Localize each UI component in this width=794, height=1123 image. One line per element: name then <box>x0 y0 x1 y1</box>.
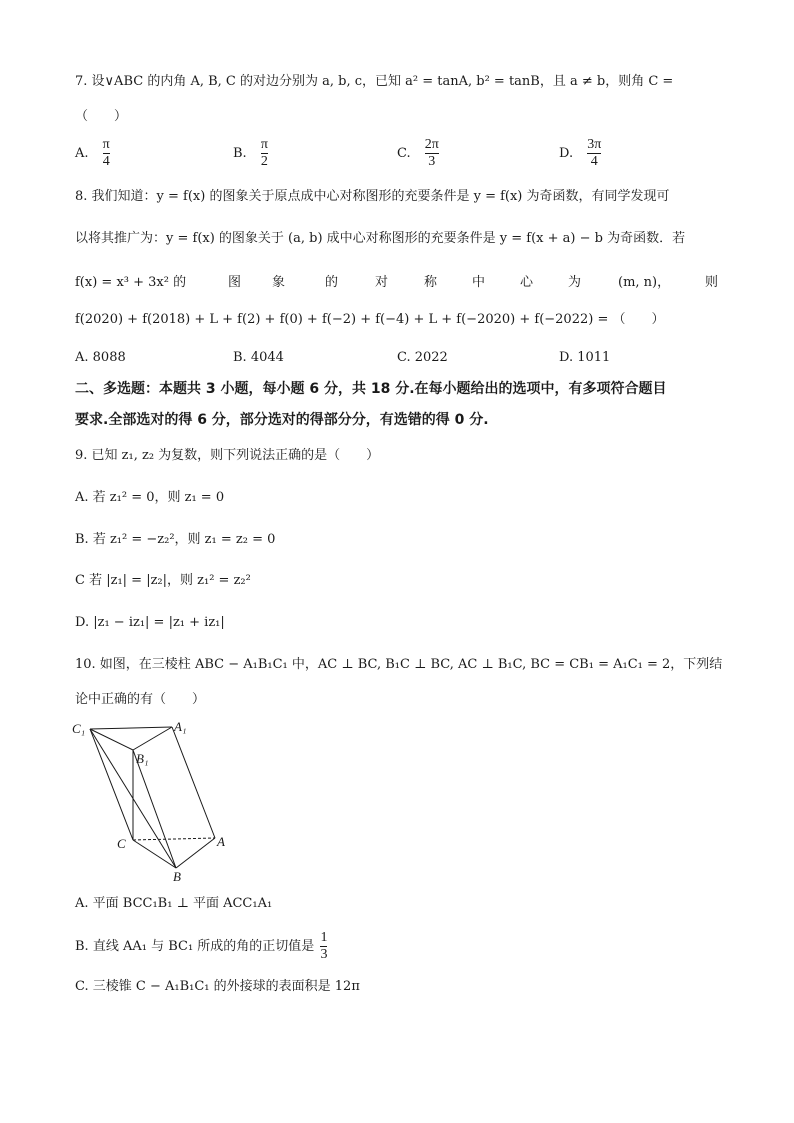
q7-option-b-fraction <box>261 137 268 170</box>
q7-b-den: 2 <box>260 154 268 169</box>
label-b1: B₁ <box>136 751 149 766</box>
q7-a-den: 4 <box>102 154 110 169</box>
q8-option-d: D. 1011 <box>559 350 611 365</box>
q7-option-a <box>75 137 110 170</box>
q7-option-c-label: C. <box>397 146 411 161</box>
q9-option-b: B. 若 z₁² = −z₂²，则 z₁ = z₂ = 0 <box>75 532 276 547</box>
edge-c-b <box>133 840 176 868</box>
q8-line3-part: 对 <box>375 275 389 290</box>
label-c: C <box>117 836 126 851</box>
q10-stem-line2: 论中正确的有（ ） <box>75 692 206 707</box>
q7-option-a-label: A. <box>75 146 89 161</box>
q8-line3-part: 的 <box>325 275 339 290</box>
q7-option-b-label: B. <box>233 146 247 161</box>
q7-option-d <box>559 137 601 170</box>
edge-a1-a <box>172 727 215 838</box>
q8-option-a: A. 8088 <box>75 350 126 365</box>
q10-stem-line1: 10. 如图，在三棱柱 ABC − A₁B₁C₁ 中，AC ⊥ BC, B₁C ⊥ BC, AC ⊥ B₁C, BC = CB₁ = A₁C₁ = 2，下列结 <box>75 657 723 672</box>
q10-option-c: C. 三棱锥 C − A₁B₁C₁ 的外接球的表面积是 12π <box>75 979 360 994</box>
q10-option-a: A. 平面 BCC₁B₁ ⊥ 平面 ACC₁A₁ <box>75 896 273 911</box>
q7-option-d-fraction <box>587 137 601 170</box>
q8-line1: 8. 我们知道：y = f(x) 的图象关于原点成中心对称图形的充要条件是 y = f(x) 为奇函数，有同学发现可 <box>75 189 670 204</box>
q9-option-a: A. 若 z₁² = 0，则 z₁ = 0 <box>75 490 225 505</box>
section2-heading: 二、多选题：本题共 3 小题，每小题 6 分，共 18 分.在每小题给出的选项中，有多项符合题目 <box>75 381 667 397</box>
label-a: A <box>217 834 225 849</box>
q7-stem: 7. 设∨ABC 的内角 A, B, C 的对边分别为 a, b, c，已知 a² = tanA, b² = tanB，且 a ≠ b，则角 C = <box>75 74 674 89</box>
q10-option-b <box>75 930 327 963</box>
q7-b-num: π <box>260 137 268 152</box>
q7-option-c <box>397 137 439 170</box>
q7-c-num: 2π <box>424 137 439 152</box>
q10-option-b-text: B. 直线 AA₁ 与 BC₁ 所成的角的正切值是 <box>75 939 315 954</box>
edge-b1-a1 <box>133 727 172 750</box>
q8-line3-part: 中 <box>472 275 486 290</box>
label-a1: A₁ <box>174 719 187 734</box>
edge-b-a <box>176 838 215 868</box>
q8-line3-part: 则 <box>705 275 719 290</box>
q8-line3-part: (m, n)， <box>618 275 671 290</box>
q8-line3-part: 象 <box>272 275 286 290</box>
q8-line3-part: 为 <box>568 275 582 290</box>
q7-option-d-label: D. <box>559 146 574 161</box>
q8-option-c: C. 2022 <box>397 350 448 365</box>
q8-line3-part: 图 <box>228 275 242 290</box>
q7-d-num: 3π <box>587 137 602 152</box>
edge-c-a-hidden <box>133 838 215 840</box>
section2-instructions: 要求.全部选对的得 6 分，部分选对的得部分分，有选错的得 0 分. <box>75 412 489 428</box>
q9-stem: 9. 已知 z₁, z₂ 为复数，则下列说法正确的是（ ） <box>75 448 380 463</box>
q9-option-d: D. |z₁ − iz₁| = |z₁ + iz₁| <box>75 615 225 630</box>
edge-c1-c <box>90 729 133 840</box>
q7-d-den: 4 <box>590 154 598 169</box>
q9-option-c: C 若 |z₁| = |z₂|，则 z₁² = z₂² <box>75 573 251 588</box>
q7-option-b <box>233 137 268 170</box>
q10-b-den: 3 <box>320 947 328 962</box>
q8-line3-part: f(x) = x³ + 3x² 的 <box>75 275 187 290</box>
q8-line4: f(2020) + f(2018) + L + f(2) + f(0) + f(−2) + f(−4) + L + f(−2020) + f(−2022) = （ ） <box>75 312 665 327</box>
q7-a-num: π <box>102 137 110 152</box>
label-b: B <box>173 869 181 884</box>
q8-line3-part: 称 <box>424 275 438 290</box>
q7-paren: （ ） <box>75 109 128 124</box>
q7-option-c-fraction <box>425 137 439 170</box>
edge-c1-a1 <box>90 727 172 729</box>
q7-c-den: 3 <box>428 154 436 169</box>
q10-b-num: 1 <box>320 930 328 945</box>
q8-line3-part: 心 <box>520 275 534 290</box>
q8-option-b: B. 4044 <box>233 350 284 365</box>
q7-option-a-fraction <box>103 137 110 170</box>
q8-line2: 以将其推广为：y = f(x) 的图象关于 (a, b) 成中心对称图形的充要条件是 y = f(x + a) − b 为奇函数．若 <box>75 231 686 246</box>
q10-option-b-fraction <box>320 930 327 963</box>
label-c1: C₁ <box>72 721 86 736</box>
triangular-prism-figure <box>70 715 240 885</box>
